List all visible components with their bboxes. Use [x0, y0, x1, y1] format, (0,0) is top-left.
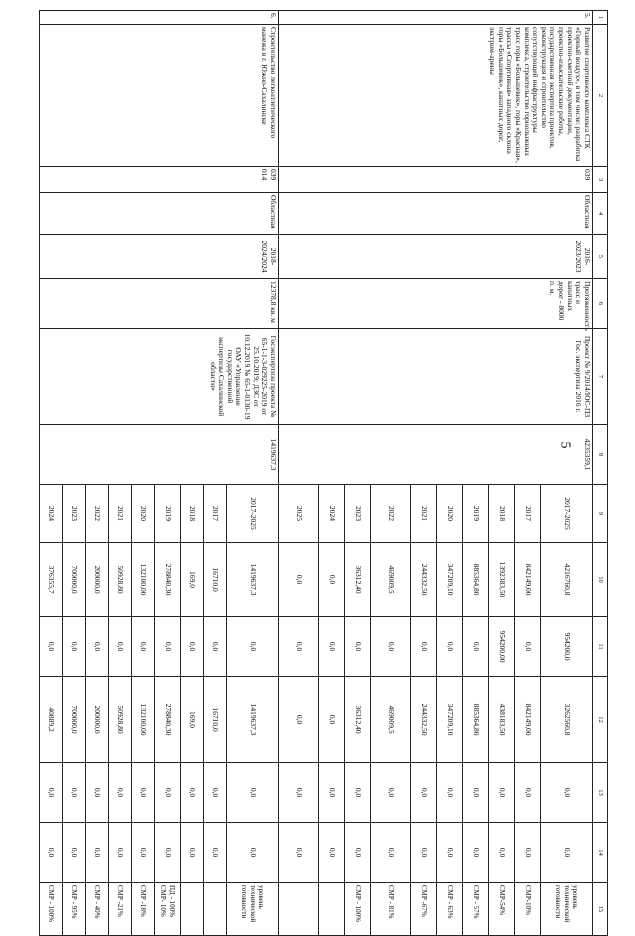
- row-year: 2024: [40, 485, 63, 543]
- project-code: 039 014: [40, 167, 279, 193]
- row-col14: 0,0: [489, 823, 515, 883]
- row-total: 278840,30: [155, 543, 181, 617]
- header-col-11: 11: [593, 617, 608, 677]
- row-total: 200000,0: [86, 543, 109, 617]
- row-col14: 0,0: [155, 823, 181, 883]
- row-col11: 0,0: [63, 617, 86, 677]
- row-year: 2022: [86, 485, 109, 543]
- row-col11: 0,0: [40, 617, 63, 677]
- project-cost: 4235359,1: [279, 425, 593, 485]
- row-note: СМР - 95%: [63, 883, 86, 936]
- row-col14: 0,0: [63, 823, 86, 883]
- total-col12: 3262560,8: [541, 677, 593, 763]
- row-year: 2021: [411, 485, 437, 543]
- total-col12: 1419637,3: [227, 677, 279, 763]
- row-total: 1392383,50: [489, 543, 515, 617]
- document-sheet: [47, 10, 608, 923]
- project-level: Областная: [40, 193, 279, 235]
- project-cost: 1419637,3: [40, 425, 279, 485]
- row-note: СМР -67%: [411, 883, 437, 936]
- row-note: [319, 883, 345, 936]
- row-col13: 0,0: [155, 763, 181, 823]
- row-total: 885364,80: [463, 543, 489, 617]
- row-col14: 0,0: [86, 823, 109, 883]
- row-note: СМР - 40%: [86, 883, 109, 936]
- row-col11: 0,0: [109, 617, 132, 677]
- project-period: 2016-2023/2023: [279, 235, 593, 279]
- row-col14: 0,0: [204, 823, 227, 883]
- row-col11: 0,0: [204, 617, 227, 677]
- row-total: 347209,10: [437, 543, 463, 617]
- header-col-14: 14: [593, 823, 608, 883]
- row-note: ПД - 100% СМР- 10%: [155, 883, 181, 936]
- row-total: 842149,00: [515, 543, 541, 617]
- row-col11: 0,0: [86, 617, 109, 677]
- row-col12: 700000,0: [63, 677, 86, 763]
- row-col13: 0,0: [181, 763, 204, 823]
- project-total-row: [541, 11, 593, 936]
- row-col12: 347209,10: [437, 677, 463, 763]
- header-col-13: 13: [593, 763, 608, 823]
- project-capacity: 12378,8 кв. м: [40, 279, 279, 329]
- header-col-4: 4: [593, 193, 608, 235]
- header-col-8: 8: [593, 425, 608, 485]
- row-col13: 0,0: [63, 763, 86, 823]
- row-col12: 16710,0: [204, 677, 227, 763]
- row-col13: 0,0: [345, 763, 371, 823]
- row-note: СМР - 81%: [371, 883, 411, 936]
- row-col13: 0,0: [109, 763, 132, 823]
- row-col12: 36312,40: [345, 677, 371, 763]
- project-code: 039: [279, 167, 593, 193]
- row-note: СМР-54%: [489, 883, 515, 936]
- row-total: 16710,0: [204, 543, 227, 617]
- row-col13: 0,0: [515, 763, 541, 823]
- row-col13: 0,0: [279, 763, 319, 823]
- project-documents: Госэкспертиза проекта № 65-1-1-3-029225-2019 от 25.10.2019; ДЗС от 10.12.2019 № 65-1-0130-19 ОАУ «Управление государственной экспертизы Сахалинской области»: [40, 329, 279, 425]
- row-year: 2020: [437, 485, 463, 543]
- row-col11: 0,0: [132, 617, 155, 677]
- row-total: 0,0: [319, 543, 345, 617]
- row-col12: 169,0: [181, 677, 204, 763]
- row-note: СМР -21%: [109, 883, 132, 936]
- row-col14: 0,0: [411, 823, 437, 883]
- total-col14: 0,0: [227, 823, 279, 883]
- row-note: [181, 883, 204, 936]
- total-col14: 0,0: [541, 823, 593, 883]
- project-number: 5.: [279, 11, 593, 25]
- row-col12: 278840,30: [155, 677, 181, 763]
- row-year: 2019: [155, 485, 181, 543]
- investment-table: [39, 10, 608, 936]
- row-note: [279, 883, 319, 936]
- header-row: [593, 11, 608, 936]
- row-note: СМР - 63%: [437, 883, 463, 936]
- project-level: Областная: [279, 193, 593, 235]
- row-year: 2018: [489, 485, 515, 543]
- total-col13: 0,0: [227, 763, 279, 823]
- header-col-9: 9: [593, 485, 608, 543]
- total-col11: 0,0: [227, 617, 279, 677]
- row-col12: 842149,00: [515, 677, 541, 763]
- row-year: 2020: [132, 485, 155, 543]
- row-col13: 0,0: [463, 763, 489, 823]
- row-year: 2017: [515, 485, 541, 543]
- row-total: 132100,00: [132, 543, 155, 617]
- row-col14: 0,0: [437, 823, 463, 883]
- rotated-table-container: [47, 10, 608, 923]
- row-col13: 0,0: [489, 763, 515, 823]
- total-amount: 1419637,3: [227, 543, 279, 617]
- header-col-15: 15: [593, 883, 608, 936]
- row-year: 2021: [109, 485, 132, 543]
- total-years: 2017-2025: [541, 485, 593, 543]
- total-col11: 954200,0: [541, 617, 593, 677]
- row-col14: 0,0: [371, 823, 411, 883]
- row-col13: 0,0: [204, 763, 227, 823]
- row-note: СМР -18%: [132, 883, 155, 936]
- project-documents: Проект № 9/2014/ЮС-ПЗ Гос. экспертиза 2016 г.: [279, 329, 593, 425]
- row-col11: 954200,00: [489, 617, 515, 677]
- row-col12: 132100,00: [132, 677, 155, 763]
- row-year: 2023: [345, 485, 371, 543]
- row-col11: 0,0: [181, 617, 204, 677]
- header-col-5: 5: [593, 235, 608, 279]
- row-col13: 0,0: [86, 763, 109, 823]
- project-number: 6.: [40, 11, 279, 25]
- row-col11: 0,0: [319, 617, 345, 677]
- row-col14: 0,0: [181, 823, 204, 883]
- row-col11: 0,0: [279, 617, 319, 677]
- row-col11: 0,0: [463, 617, 489, 677]
- row-col13: 0,0: [437, 763, 463, 823]
- row-col11: 0,0: [155, 617, 181, 677]
- row-col13: 0,0: [319, 763, 345, 823]
- row-total: 700000,0: [63, 543, 86, 617]
- total-amount: 4216760,8: [541, 543, 593, 617]
- row-note: СМР - 100%: [40, 883, 63, 936]
- total-years: 2017-2025: [227, 485, 279, 543]
- row-total: 169,0: [181, 543, 204, 617]
- row-col11: 0,0: [515, 617, 541, 677]
- row-year: 2019: [463, 485, 489, 543]
- row-col12: 50928,80: [109, 677, 132, 763]
- row-year: 2022: [371, 485, 411, 543]
- row-total: 36312,40: [345, 543, 371, 617]
- header-col-2: 2: [593, 25, 608, 167]
- header-col-10: 10: [593, 543, 608, 617]
- row-col12: 40889,2: [40, 677, 63, 763]
- row-col14: 0,0: [279, 823, 319, 883]
- header-col-3: 3: [593, 167, 608, 193]
- row-col14: 0,0: [463, 823, 489, 883]
- total-col13: 0,0: [541, 763, 593, 823]
- project-period: 2018-2024/2024: [40, 235, 279, 279]
- row-note: СМР - 100%: [345, 883, 371, 936]
- row-col14: 0,0: [319, 823, 345, 883]
- row-year: 2025: [279, 485, 319, 543]
- row-col14: 0,0: [40, 823, 63, 883]
- row-col12: 0,0: [319, 677, 345, 763]
- row-total: 469009,5: [371, 543, 411, 617]
- row-col12: 438183,50: [489, 677, 515, 763]
- row-year: 2024: [319, 485, 345, 543]
- row-col14: 0,0: [515, 823, 541, 883]
- row-total: 244332,50: [411, 543, 437, 617]
- row-col13: 0,0: [411, 763, 437, 823]
- row-note: [204, 883, 227, 936]
- project-name: Строительство легкоатлетического манежа в г. Южно-Сахалинске: [40, 25, 279, 167]
- row-col11: 0,0: [437, 617, 463, 677]
- row-year: 2017: [204, 485, 227, 543]
- row-col12: 885364,80: [463, 677, 489, 763]
- row-note: СМР - 57%: [463, 883, 489, 936]
- header-col-7: 7: [593, 329, 608, 425]
- total-note: уровень технической готовности: [227, 883, 279, 936]
- row-col11: 0,0: [411, 617, 437, 677]
- project-name: Развитие спортивного комплекса СТК «Горный воздух», в том числе: разработка проектно-сметной документации, проектно-изыскательские работы, государственная экспертиза проектов, реконструкция и строительство сопутствующей инфраструктуры комплекса, строительство горнолыжных трасс горы «Большевик», горы «Красная», трассы «Спортивная» западного склона горы «Большевик», канатных дорог, экстрим-арены: [279, 25, 593, 167]
- row-col12: 0,0: [279, 677, 319, 763]
- row-col12: 469009,5: [371, 677, 411, 763]
- row-col13: 0,0: [40, 763, 63, 823]
- row-total: 0,0: [279, 543, 319, 617]
- header-col-6: 6: [593, 279, 608, 329]
- row-total: 376355,7: [40, 543, 63, 617]
- row-col13: 0,0: [371, 763, 411, 823]
- page-number: 5: [557, 441, 573, 449]
- row-col13: 0,0: [132, 763, 155, 823]
- row-col14: 0,0: [109, 823, 132, 883]
- row-year: 2023: [63, 485, 86, 543]
- row-col11: 0,0: [371, 617, 411, 677]
- row-col14: 0,0: [132, 823, 155, 883]
- row-col12: 244332,50: [411, 677, 437, 763]
- row-note: СМР-10%: [515, 883, 541, 936]
- header-col-12: 12: [593, 677, 608, 763]
- row-col11: 0,0: [345, 617, 371, 677]
- project-capacity: Протяженность трасс и канатных дорог - 8000 п. м.: [279, 279, 593, 329]
- row-year: 2018: [181, 485, 204, 543]
- project-total-row: [227, 11, 279, 936]
- header-col-1: 1: [593, 11, 608, 25]
- row-col14: 0,0: [345, 823, 371, 883]
- row-col12: 200000,0: [86, 677, 109, 763]
- total-note: уровень технической готовности: [541, 883, 593, 936]
- row-total: 50928,80: [109, 543, 132, 617]
